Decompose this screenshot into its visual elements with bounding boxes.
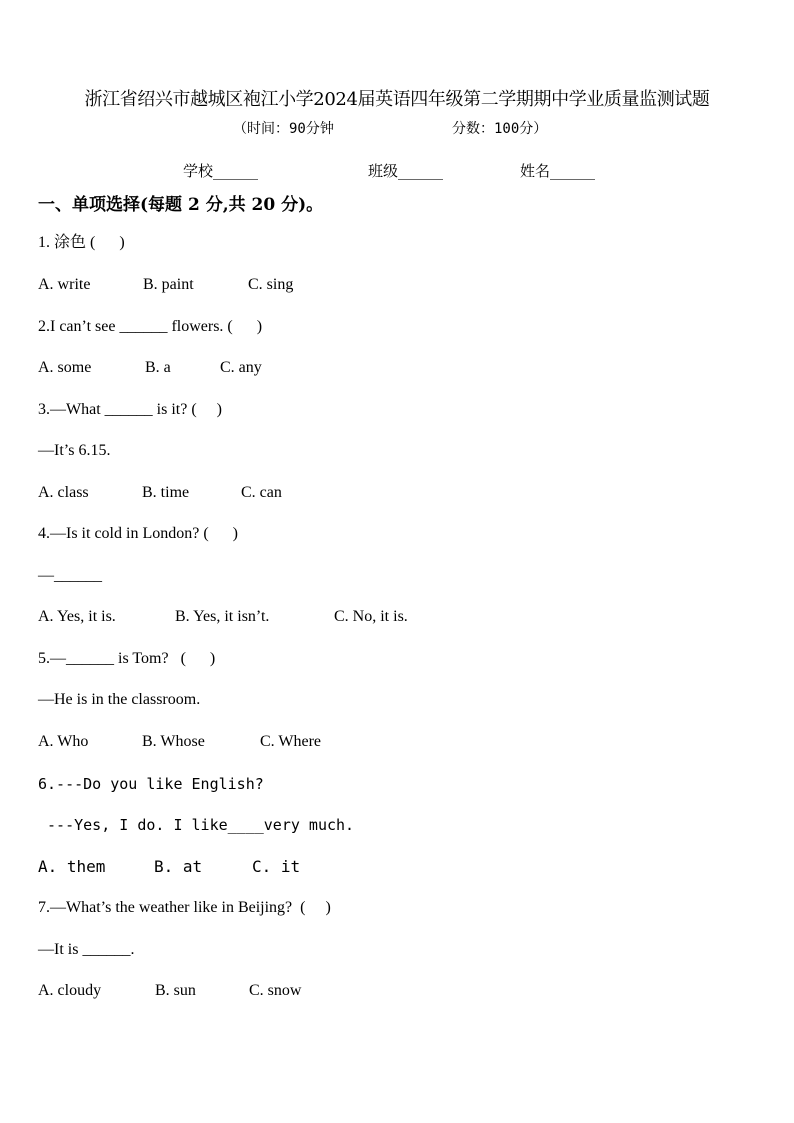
option-c: C. snow xyxy=(249,982,302,999)
question-answer-line: —He is in the classroom. xyxy=(38,691,201,708)
exam-title: 浙江省绍兴市越城区袍江小学2024届英语四年级第二学期期中学业质量监测试题 xyxy=(84,89,710,110)
option-a: A. some xyxy=(38,359,92,376)
option-b: B. sun xyxy=(155,982,196,999)
option-b: B. time xyxy=(142,484,190,501)
option-b: B. at xyxy=(154,857,203,876)
question-text: 4.—Is it cold in London? ( ) xyxy=(38,525,238,542)
option-c: C. it xyxy=(252,857,301,876)
question-answer-line: —______ xyxy=(38,567,102,584)
class-field: 班级______ xyxy=(368,162,444,180)
option-c: C. can xyxy=(241,484,282,501)
question-text: 2.I can’t see ______ flowers. ( ) xyxy=(38,318,263,335)
question-text: 3.—What ______ is it? ( ) xyxy=(38,401,222,418)
option-b: B. Whose xyxy=(142,733,205,750)
exam-time: （时间：90分钟 xyxy=(233,121,334,137)
exam-score: 分数：100分） xyxy=(452,121,548,137)
option-c: C. No, it is. xyxy=(334,608,408,625)
option-a: A. write xyxy=(38,276,91,293)
question-text: 1. 涂色 ( ) xyxy=(38,234,125,251)
section-title: 一、单项选择(每题 2 分,共 20 分)。 xyxy=(38,195,324,215)
option-a: A. class xyxy=(38,484,89,501)
question-text: 6.---Do you like English? xyxy=(38,775,264,793)
option-a: A. cloudy xyxy=(38,982,102,999)
question-text: 5.—______ is Tom? ( ) xyxy=(38,650,216,667)
option-c: C. any xyxy=(220,359,262,376)
option-b: B. paint xyxy=(143,276,194,293)
question-answer-line: —It is ______. xyxy=(38,941,135,958)
option-a: A. them xyxy=(38,857,106,876)
school-field: 学校______ xyxy=(183,162,259,180)
question-answer-line: —It’s 6.15. xyxy=(38,442,111,459)
option-c: C. sing xyxy=(248,276,294,293)
option-b: B. a xyxy=(145,359,171,376)
option-a: A. Yes, it is. xyxy=(38,608,116,625)
option-b: B. Yes, it isn’t. xyxy=(175,608,270,625)
question-text: 7.—What’s the weather like in Beijing? ( ) xyxy=(38,899,331,916)
question-answer-line: ---Yes, I do. I like____very much. xyxy=(38,816,355,834)
option-c: C. Where xyxy=(260,733,322,750)
name-field: 姓名______ xyxy=(520,162,596,180)
option-a: A. Who xyxy=(38,733,89,750)
